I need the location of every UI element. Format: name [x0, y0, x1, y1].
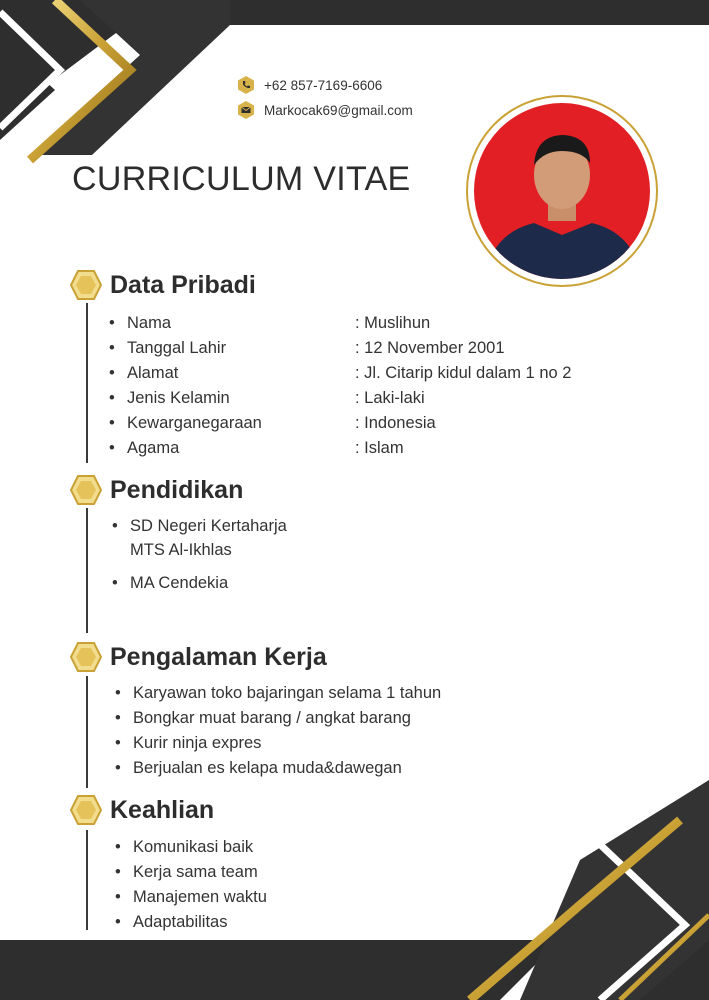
section-line [86, 303, 88, 463]
phone-icon [236, 75, 256, 95]
list-item: • Bongkar muat barang / angkat barang [115, 706, 441, 731]
experience-list [115, 681, 441, 781]
hexagon-bullet-icon [70, 795, 102, 825]
section-line [86, 508, 88, 633]
list-item: • Kerja sama team [115, 860, 267, 885]
list-item: • Adaptabilitas [115, 910, 267, 935]
list-item: • Kurir ninja expres [115, 731, 441, 756]
person-photo [474, 103, 650, 279]
hexagon-bullet-icon [70, 642, 102, 672]
section-line [86, 830, 88, 930]
skills-list [115, 835, 267, 935]
list-item: • Berjualan es kelapa muda&dawegan [115, 756, 441, 781]
list-item: • MA Cendekia [112, 571, 287, 596]
hexagon-bullet-icon [70, 475, 102, 505]
section-heading-data-pribadi: Data Pribadi [70, 270, 256, 300]
list-item: • SD Negeri Kertaharja MTS Al-Ikhlas [112, 514, 287, 564]
contact-phone [236, 75, 382, 95]
list-item: • Komunikasi baik [115, 835, 267, 860]
section-heading-pengalaman: Pengalaman Kerja [70, 642, 327, 672]
list-item: • Manajemen waktu [115, 885, 267, 910]
hexagon-bullet-icon [70, 270, 102, 300]
phone-number: +62 857-7169-6606 [264, 77, 383, 93]
profile-photo [466, 95, 658, 287]
page-title: CURRICULUM VITAE [72, 160, 411, 198]
email-address: Markocak69@gmail.com [264, 102, 413, 118]
education-list [112, 514, 287, 596]
email-icon [236, 100, 256, 120]
section-heading-pendidikan: Pendidikan [70, 475, 243, 505]
section-heading-keahlian: Keahlian [70, 795, 214, 825]
contact-email [236, 100, 413, 120]
list-item: • Karyawan toko bajaringan selama 1 tahun [115, 681, 441, 706]
section-line [86, 676, 88, 788]
